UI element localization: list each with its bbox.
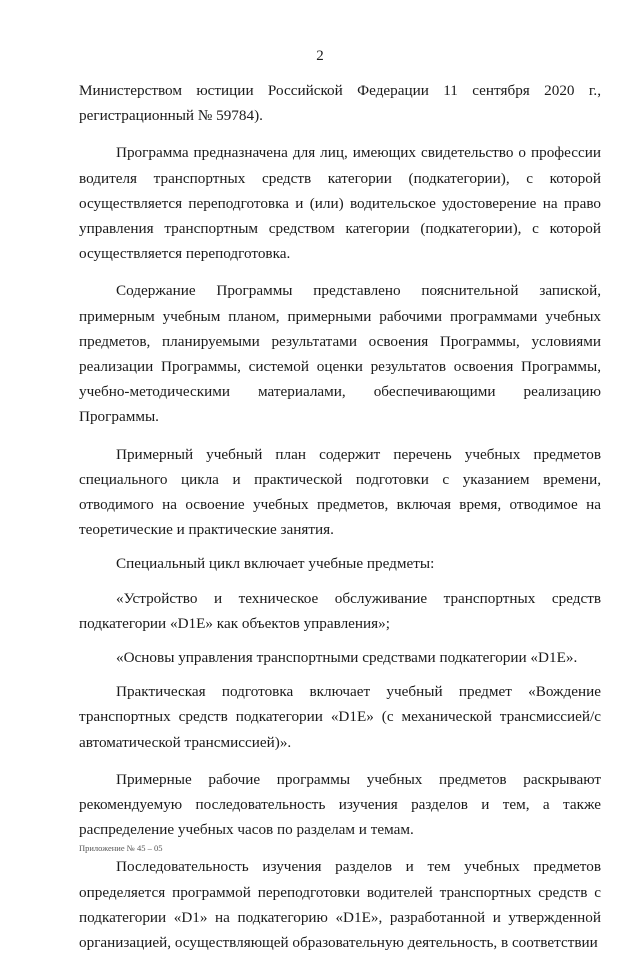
paragraph-curriculum: Примерный учебный план содержит перечень учебных предметов специального цикла и практической подготовки с указанием времени, отводимого на освоение учебных предметов, включая время, отводимое на теоретические и практические занятия. [79, 445, 601, 539]
paragraph-ministry-registration: Министерством юстиции Российской Федерации 11 сентября 2020 г., регистрационный № 59784). [79, 82, 601, 125]
document-body [79, 78, 601, 967]
paragraph-work-programs: Примерные рабочие программы учебных предметов раскрывают рекомендуемую последовательность изучения разделов и тем, а также распределение учебных часов по разделам и темам. [79, 770, 601, 839]
paragraph-program-audience: Программа предназначена для лиц, имеющих свидетельство о профессии водителя транспортных средств категории (подкатегории), с которой осуществляется переподготовка и (или) водительское удостоверение на право управления транспортным средством категории (подкатегории), с которой осуществляется переподготовка. [79, 144, 601, 263]
paragraph-sequence: Последовательность изучения разделов и тем учебных предметов определяется программой переподготовки водителей транспортных средств с подкатегории «D1» на подкатегорию «D1E», разработанной и утвержденной организацией, осуществляющей образовательную деятельность, в соответствии [79, 858, 601, 952]
footer-annex-label: Приложение № 45 – 05 [79, 843, 163, 853]
page-number: 2 [316, 48, 324, 64]
paragraph-special-cycle: Специальный цикл включает учебные предметы: [116, 555, 435, 573]
paragraph-program-content: Содержание Программы представлено пояснительной запиской, примерным учебным планом, примерными рабочими программами учебных предметов, планируемыми результатами освоения Программы, условиями реализации Программы, системой оценки результатов освоения Программы, учебно-методическими материалами, обеспечивающими реализацию Программы. [79, 282, 601, 426]
paragraph-subject-basics: «Основы управления транспортными средствами подкатегории «D1E». [116, 649, 578, 667]
paragraph-subject-device: «Устройство и техническое обслуживание транспортных средств подкатегории «D1E» как объектов управления»; [79, 589, 601, 632]
paragraph-practical-training: Практическая подготовка включает учебный предмет «Вождение транспортных средств подкатегории «D1E» (с механической трансмиссией/с автоматической трансмиссией)». [79, 683, 601, 751]
